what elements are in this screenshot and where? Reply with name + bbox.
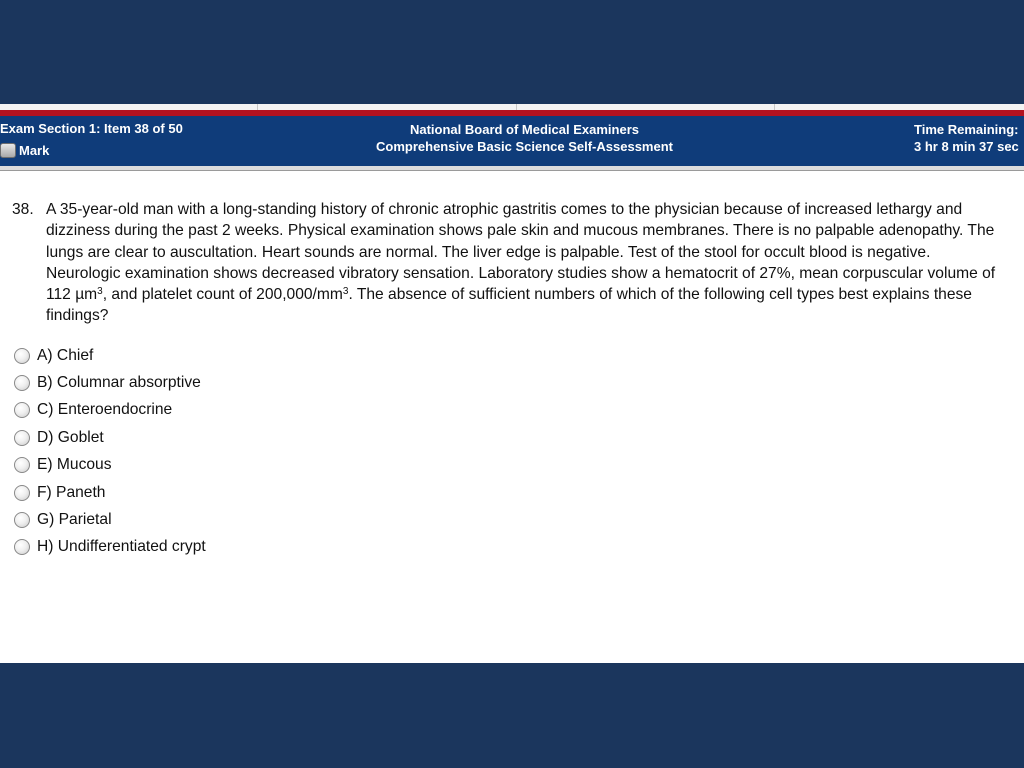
item-info: Exam Section 1: Item 38 of 50 bbox=[0, 121, 183, 136]
org-title: National Board of Medical Examiners bbox=[409, 122, 639, 137]
superscript-2: 3 bbox=[342, 286, 349, 298]
option-label: D) Goblet bbox=[37, 428, 104, 446]
question bbox=[12, 199, 1002, 327]
option-label: C) Enteroendocrine bbox=[37, 401, 173, 419]
superscript-1: 3 bbox=[97, 286, 103, 298]
question-panel bbox=[0, 171, 1024, 663]
question-number: 38. bbox=[12, 201, 34, 218]
timer-block bbox=[914, 121, 1019, 155]
option-c[interactable] bbox=[14, 397, 206, 424]
radio-button-icon[interactable] bbox=[14, 402, 30, 418]
option-b[interactable] bbox=[14, 369, 206, 396]
exam-header bbox=[0, 116, 1024, 166]
answer-options bbox=[14, 342, 206, 561]
radio-button-icon[interactable] bbox=[14, 375, 30, 391]
option-label: F) Paneth bbox=[37, 483, 106, 501]
mark-button[interactable] bbox=[0, 143, 49, 158]
option-label: A) Chief bbox=[37, 346, 94, 364]
option-d[interactable] bbox=[14, 424, 206, 451]
question-stem bbox=[46, 199, 1002, 327]
time-remaining-label: Time Remaining: bbox=[914, 122, 1019, 137]
time-remaining-value: 3 hr 8 min 37 sec bbox=[914, 139, 1019, 154]
option-label: B) Columnar absorptive bbox=[37, 374, 201, 392]
exam-title: Comprehensive Basic Science Self-Assessment bbox=[376, 139, 673, 154]
radio-button-icon[interactable] bbox=[14, 430, 30, 446]
radio-button-icon[interactable] bbox=[14, 539, 30, 555]
option-g[interactable] bbox=[14, 506, 206, 533]
option-label: H) Undifferentiated crypt bbox=[37, 538, 206, 556]
stem-text-3: . The absence of sufficient numbers of which of the following cell types best explains these findings? bbox=[46, 286, 972, 325]
radio-button-icon[interactable] bbox=[14, 485, 30, 501]
option-f[interactable] bbox=[14, 479, 206, 506]
radio-button-icon[interactable] bbox=[14, 512, 30, 528]
radio-button-icon[interactable] bbox=[14, 348, 30, 364]
option-h[interactable] bbox=[14, 534, 206, 561]
option-a[interactable] bbox=[14, 342, 206, 369]
radio-button-icon[interactable] bbox=[14, 457, 30, 473]
option-e[interactable] bbox=[14, 452, 206, 479]
mark-label: Mark bbox=[19, 143, 50, 158]
stem-text-2: , and platelet count of 200,000/mm bbox=[102, 286, 343, 304]
mark-checkbox-icon[interactable] bbox=[0, 143, 16, 158]
exam-title-block bbox=[352, 121, 697, 155]
stem-text-1: A 35-year-old man with a long-standing history of chronic atrophic gastritis comes to the physician because of increased lethargy and dizziness during the past 2 weeks. Physical examination shows pale skin and mucous membranes. There is no palpable adenopathy. The lungs are clear to auscultation. Heart sounds are normal. The liver edge is palpable. Test of the stool for occult blood is negative. Neurologic examination shows decreased vibratory sensation. Laboratory studies show a hematocrit of 27%, mean corpuscular volume of 112 µm bbox=[46, 201, 996, 304]
top-background-band bbox=[0, 0, 1024, 104]
bottom-background-band bbox=[0, 663, 1024, 768]
option-label: E) Mucous bbox=[37, 456, 112, 474]
option-label: G) Parietal bbox=[37, 511, 112, 529]
